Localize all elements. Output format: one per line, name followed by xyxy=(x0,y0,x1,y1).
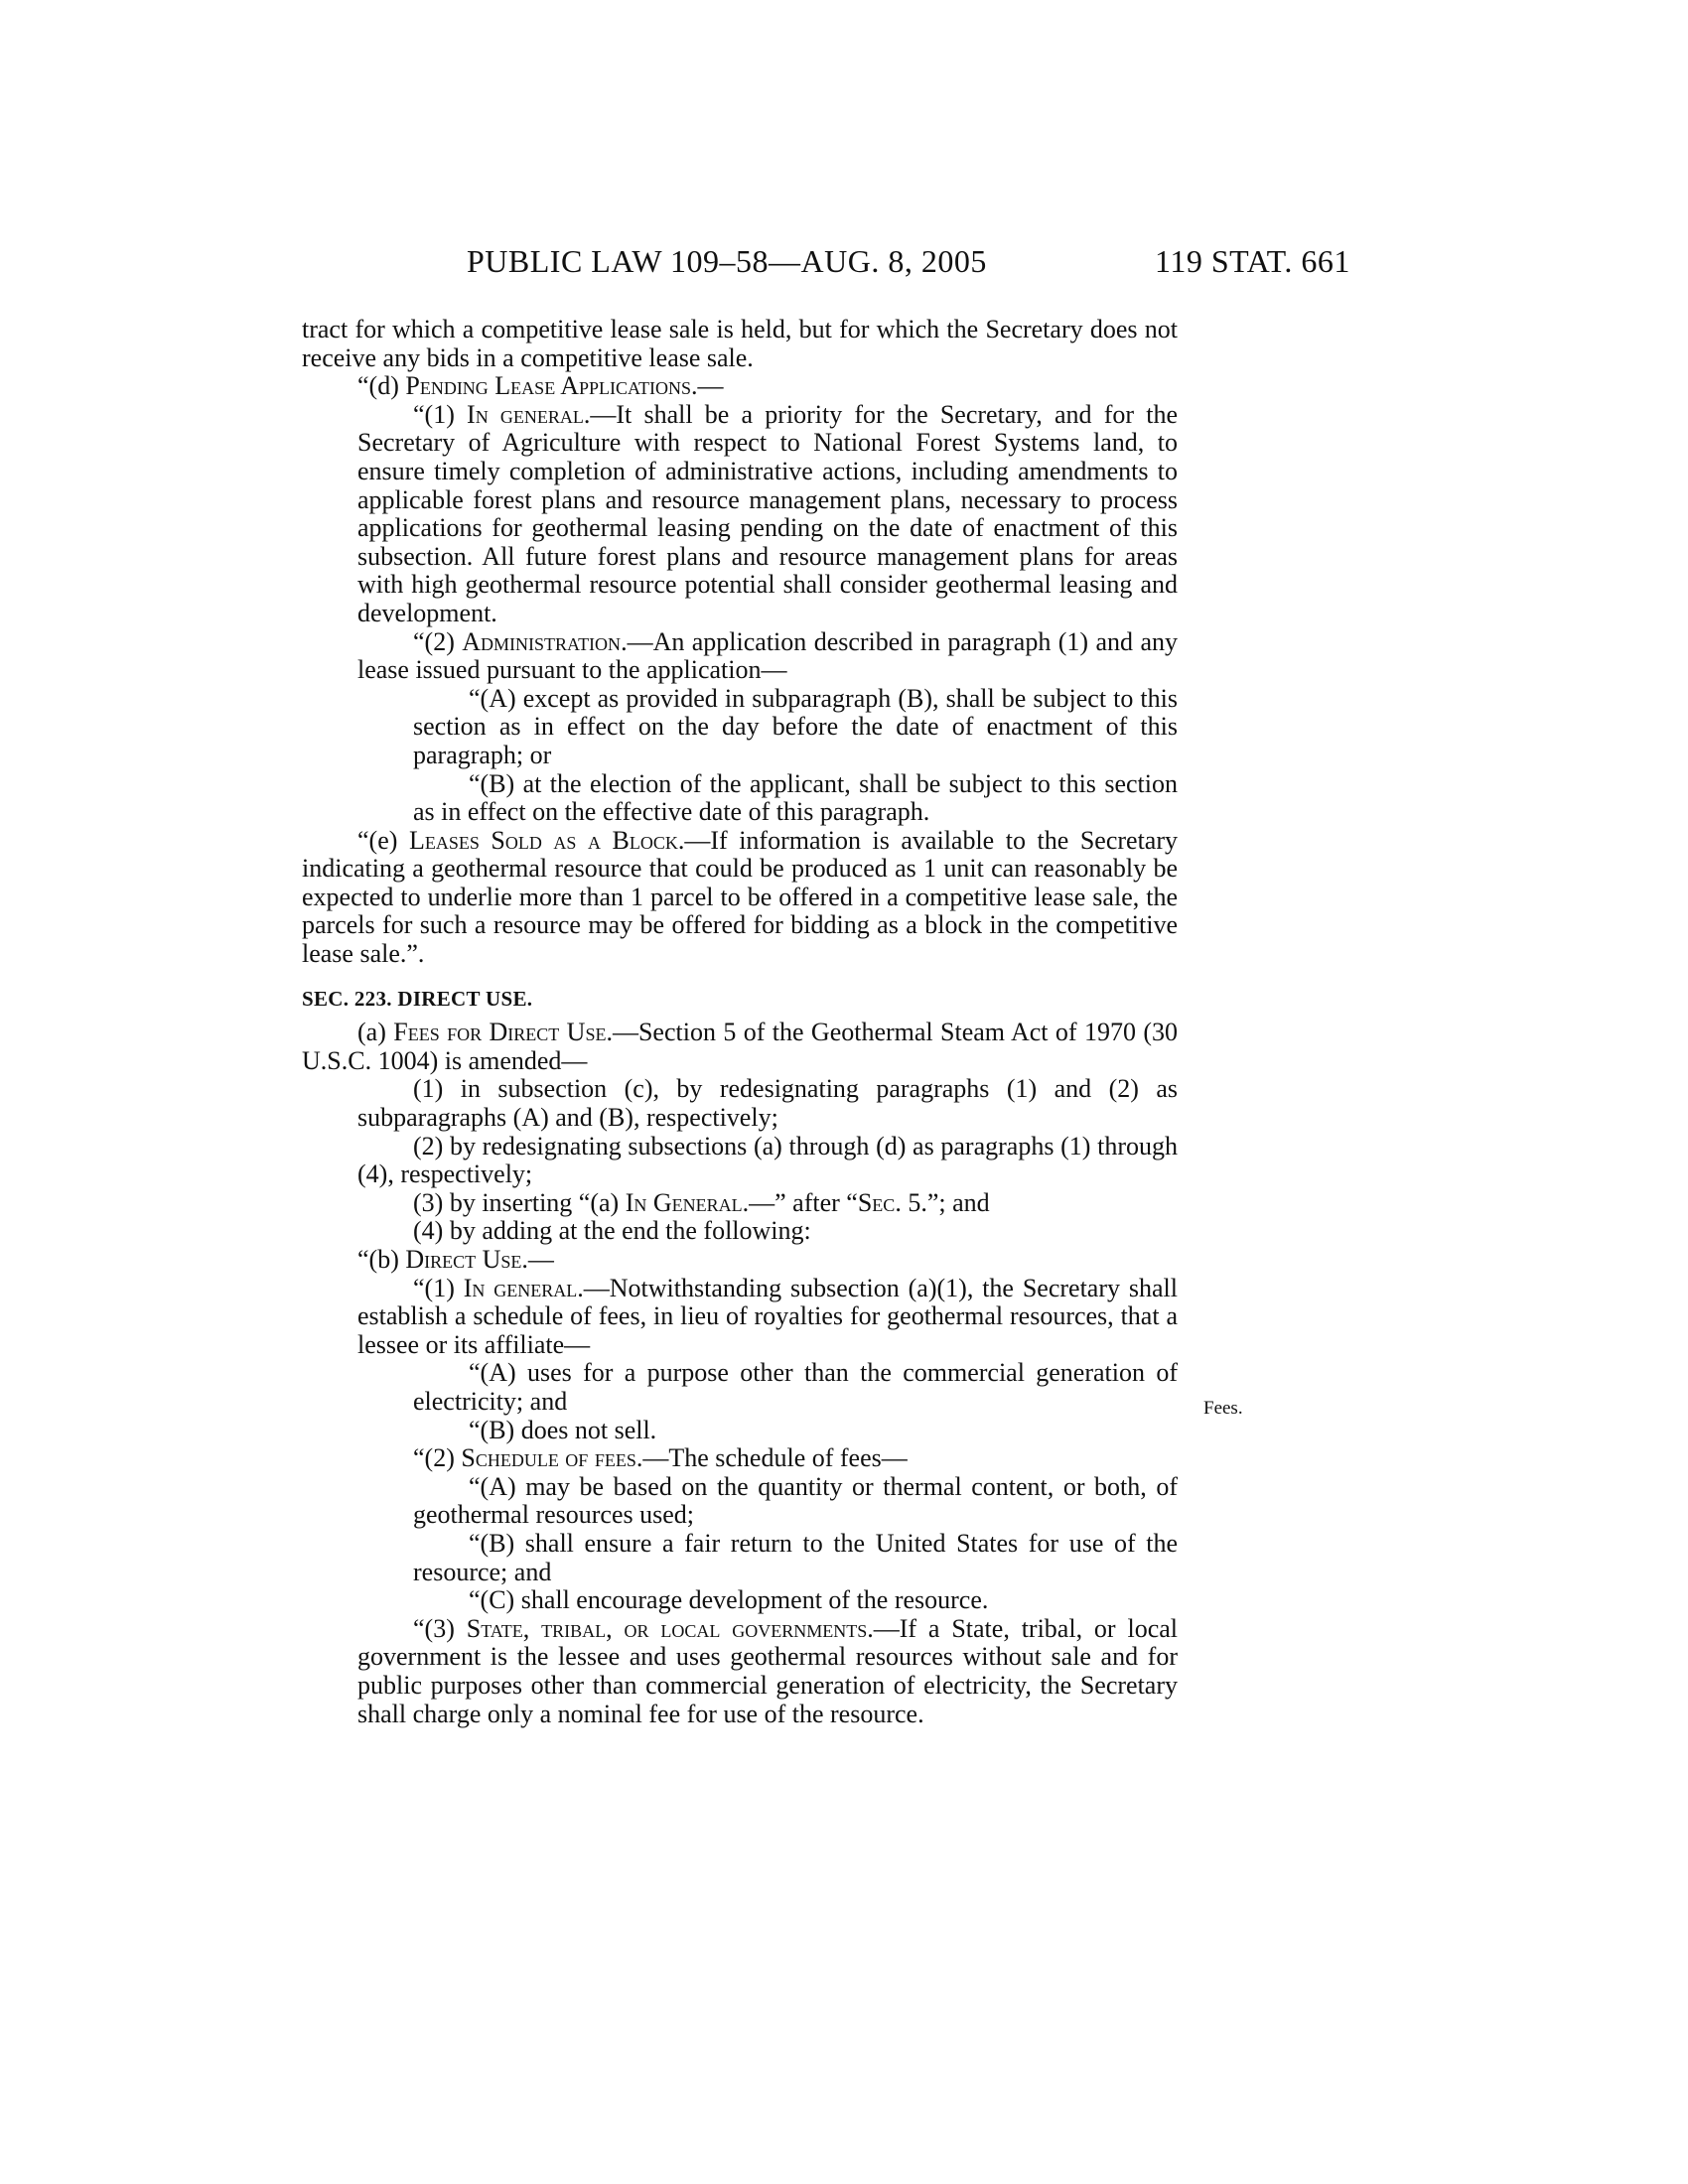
paragraph-d1: “(1) In general.—It shall be a priority for the Secretary, and for the Secretary of Agriculture with respect to National Forest Systems land, to ensure timely completion of administrative actions, including amendments to applicable forest plans and resource management plans, necessary to process applications for geothermal leasing pending on the date of enactment of this subsection. All future forest plans and resource management plans for areas with high geothermal resource potential shall consider geothermal leasing and development. xyxy=(357,399,1178,627)
subparagraph-d2b: “(B) at the election of the applicant, shall be subject to this section as in effect on the effective date of this paragraph. xyxy=(413,768,1178,827)
body-text xyxy=(302,316,1178,1728)
paragraph-b2: “(2) Schedule of fees.—The schedule of fees— xyxy=(413,1443,908,1473)
subsection-b: “(b) Direct Use.— xyxy=(357,1245,554,1274)
paragraph: tract for which a competitive lease sale is held, but for which the Secretary does not receive any bids in a competitive lease sale. xyxy=(302,315,1178,372)
page-number: 119 STAT. 661 xyxy=(1155,243,1350,279)
amendment-3: (3) by inserting “(a) In General.—” after “Sec. 5.”; and xyxy=(413,1187,990,1217)
subparagraph-b1a: “(A) uses for a purpose other than the commercial generation of electricity; and xyxy=(413,1358,1178,1416)
margin-note: Fees. xyxy=(1203,1398,1243,1419)
subsection-e: “(e) Leases Sold as a Block.—If information is available to the Secretary indicating a geothermal resource that could be produced as 1 unit can reasonably be expected to underlie more than 1 parcel to be offered in a competitive lease sale, the parcels for such a resource may be offered for bidding as a block in the competitive lease sale.”. xyxy=(302,825,1179,969)
subparagraph-b2b: “(B) shall ensure a fair return to the United States for use of the resource; and xyxy=(413,1528,1178,1586)
subparagraph-b1b: “(B) does not sell. xyxy=(469,1415,657,1444)
amendment-1: (1) in subsection (c), by redesignating paragraphs (1) and (2) as subparagraphs (A) and (B), respectively; xyxy=(357,1074,1178,1133)
paragraph-b3: “(3) State, tribal, or local governments.—If a State, tribal, or local government is the lessee and uses geothermal resources without sale and for public purposes other than commercial generation of electricity, the Secretary shall charge only a nominal fee for use of the resource. xyxy=(357,1613,1178,1728)
running-head-title: PUBLIC LAW 109–58—AUG. 8, 2005 xyxy=(467,243,987,279)
subsection-a: (a) Fees for Direct Use.—Section 5 of the Geothermal Steam Act of 1970 (30 U.S.C. 1004) is amended— xyxy=(302,1018,1179,1075)
paragraph-d2: “(2) Administration.—An application described in paragraph (1) and any lease issued pursuant to the application— xyxy=(357,626,1178,685)
amendment-2: (2) by redesignating subsections (a) through (d) as paragraphs (1) through (4), respectively; xyxy=(357,1131,1178,1189)
section-heading: SEC. 223. DIRECT USE. xyxy=(302,986,533,1011)
subparagraph-b2c: “(C) shall encourage development of the resource. xyxy=(469,1585,989,1615)
subparagraph-b2a: “(A) may be based on the quantity or thermal content, or both, of geothermal resources used; xyxy=(413,1471,1178,1530)
subsection-d: “(d) Pending Lease Applications.— xyxy=(357,371,724,401)
subparagraph-d2a: “(A) except as provided in subparagraph (B), shall be subject to this section as in effect on the day before the date of enactment of this paragraph; or xyxy=(413,683,1178,769)
page-header xyxy=(0,243,1688,283)
paragraph-b1: “(1) In general.—Notwithstanding subsection (a)(1), the Secretary shall establish a schedule of fees, in lieu of royalties for geothermal resources, that a lessee or its affiliate— xyxy=(357,1273,1178,1359)
amendment-4: (4) by adding at the end the following: xyxy=(413,1216,811,1246)
